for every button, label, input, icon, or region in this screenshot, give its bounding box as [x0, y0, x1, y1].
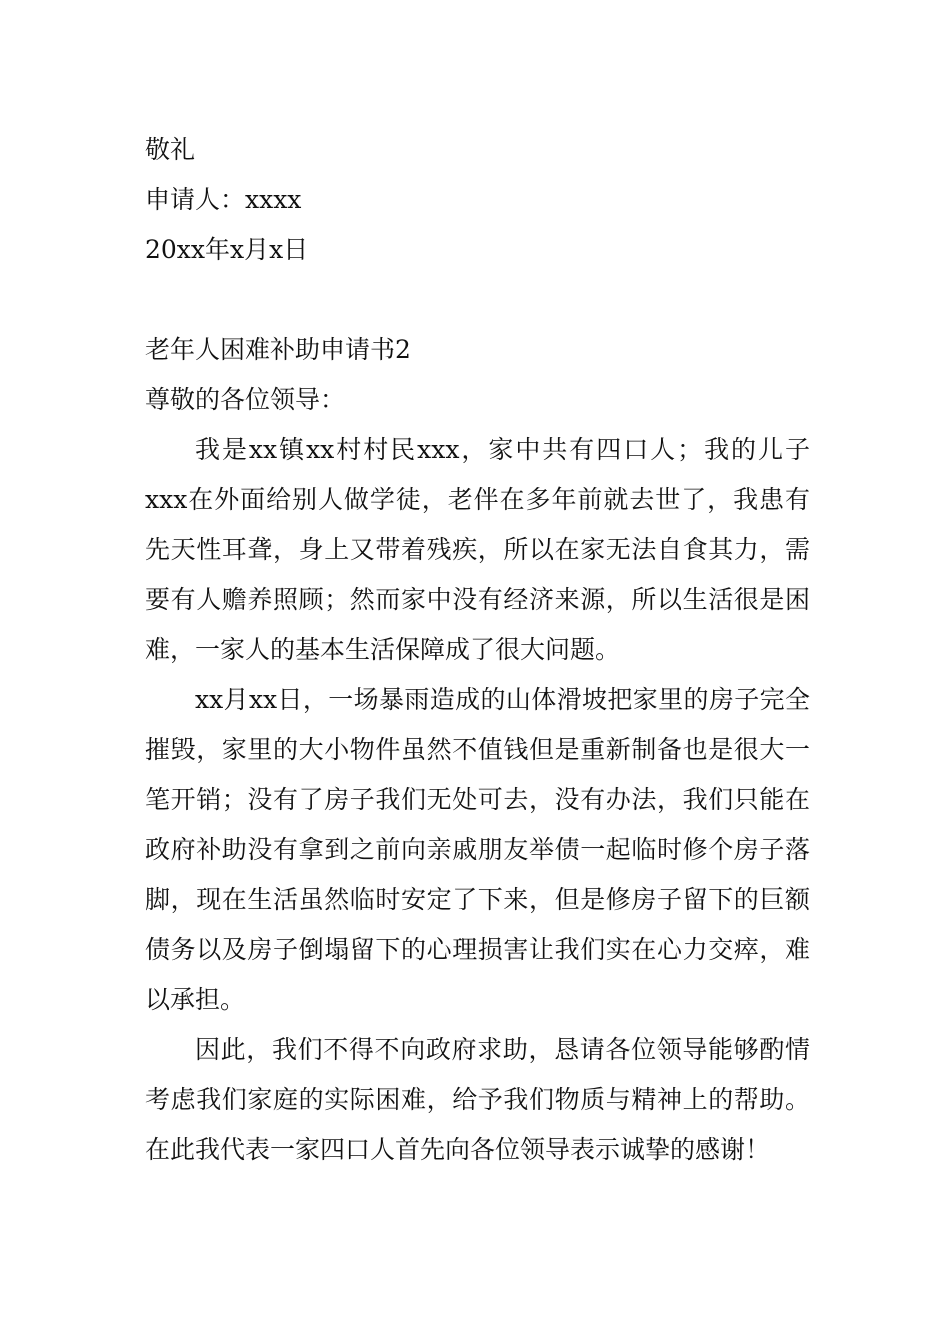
date-line: 20xx年x月x日 [145, 235, 309, 264]
closing-salutation: 敬礼 [145, 135, 196, 164]
body-paragraph-2: xx月xx日，一场暴雨造成的山体滑坡把家里的房子完全摧毁，家里的大小物件虽然不值钱但是重新制备也是很大一笔开销；没有了房子我们无处可去，没有办法，我们只能在政府补助没有拿到之前向亲戚朋友举债一起临时修个房子落脚，现在生活虽然临时安定了下来，但是修房子留下的巨额债务以及房子倒塌留下的心理损害让我们实在心力交瘁，难以承担。 [145, 685, 810, 1014]
body-paragraph-1: 我是xx镇xx村村民xxx，家中共有四口人；我的儿子xxx在外面给别人做学徒，老伴在多年前就去世了，我患有先天性耳聋，身上又带着残疾，所以在家无法自食其力，需要有人赡养照顾；然而家中没有经济来源，所以生活很是困难，一家人的基本生活保障成了很大问题。 [145, 435, 810, 664]
letter-title: 老年人困难补助申请书2 [145, 335, 411, 364]
letter-greeting: 尊敬的各位领导： [145, 385, 346, 414]
body-paragraph-3: 因此，我们不得不向政府求助，恳请各位领导能够酌情考虑我们家庭的实际困难，给予我们物质与精神上的帮助。在此我代表一家四口人首先向各位领导表示诚挚的感谢！ [145, 1035, 810, 1164]
applicant-line: 申请人：xxxx [145, 185, 302, 214]
